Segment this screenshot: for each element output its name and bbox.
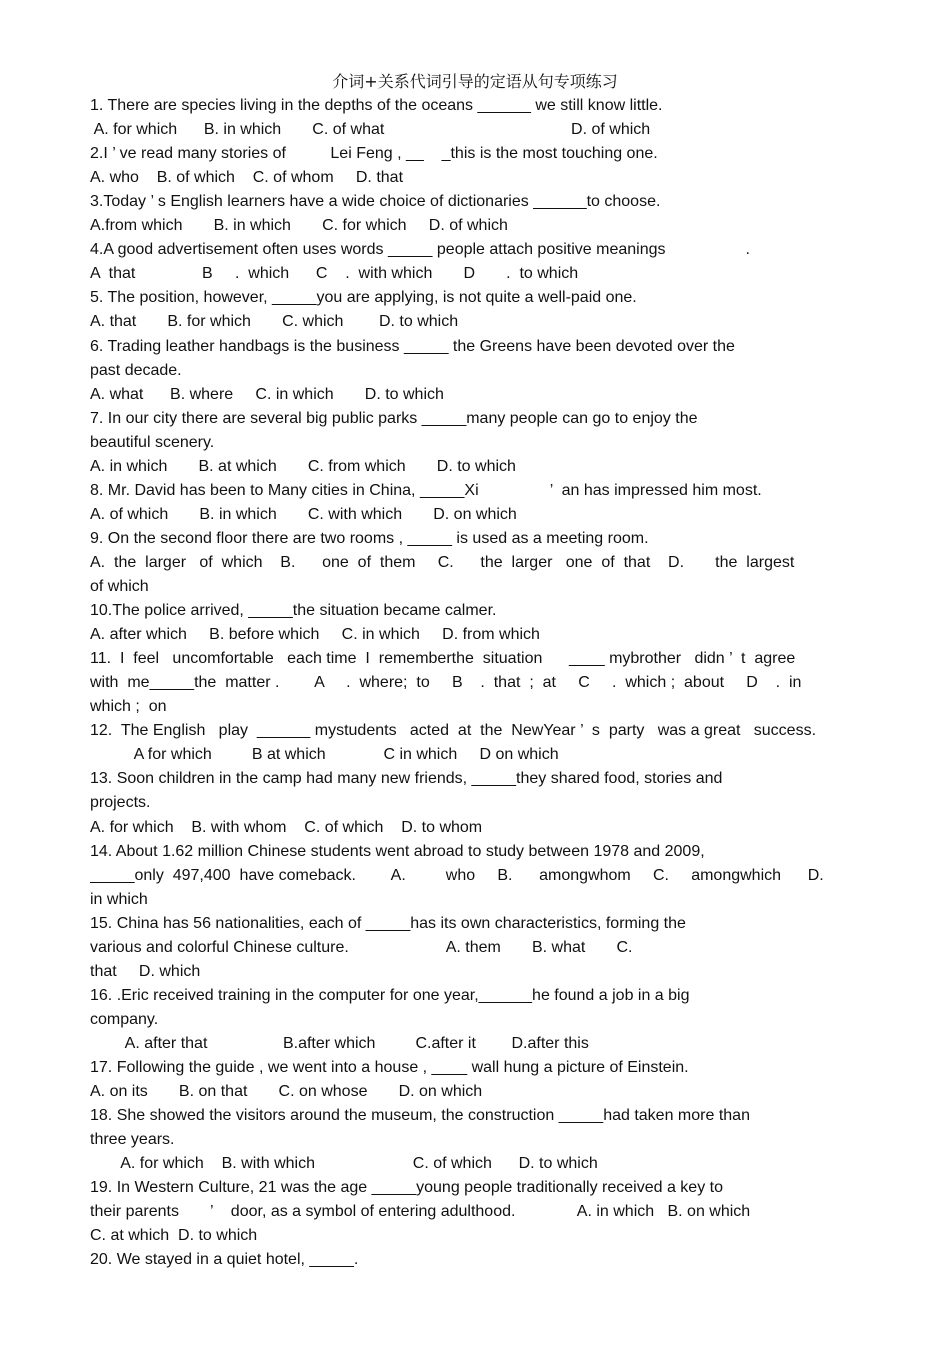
text-line: A. for which B. with which C. of which D. to which <box>90 1155 598 1173</box>
text-line: 16. .Eric received training in the computer for one year,______he found a job in a big <box>90 986 690 1004</box>
text-line: 19. In Western Culture, 21 was the age _____young people traditionally received a key to <box>90 1179 723 1197</box>
text-line: 10.The police arrived, _____the situation became calmer. <box>90 602 497 620</box>
text-line: with me_____the matter . A . where; to B . that ; at C . which ; about D . in <box>90 674 802 692</box>
text-line: A. of which B. in which C. with which D. on which <box>90 505 517 523</box>
text-line: 17. Following the guide , we went into a house , ____ wall hung a picture of Einstein. <box>90 1059 689 1076</box>
text-line: 4.A good advertisement often uses words _____ people attach positive meanings . <box>90 241 750 259</box>
text-line: 18. She showed the visitors around the museum, the construction _____had taken more than <box>90 1107 750 1125</box>
text-line: in which <box>90 890 148 908</box>
text-line: 8. Mr. David has been to Many cities in China, _____Xi ’ an has impressed him most. <box>90 481 762 499</box>
text-line: A. the larger of which B. one of them C. the larger one of that D. the largest <box>90 553 795 571</box>
text-line: that D. which <box>90 962 201 980</box>
text-line: which ; on <box>90 698 167 716</box>
text-line: 11. I feel uncomfortable each time I rememberthe situation ____ mybrother didn ’ t agree <box>90 650 796 668</box>
text-line: 1. There are species living in the depths of the oceans ______ we still know little. <box>90 97 663 114</box>
text-line: 20. We stayed in a quiet hotel, _____. <box>90 1251 359 1269</box>
text-line: beautiful scenery. <box>90 433 215 451</box>
text-line: A. that B. for which C. which D. to which <box>90 313 459 331</box>
text-line: _____only 497,400 have comeback. A. who B. amongwhom C. amongwhich D. <box>90 866 824 884</box>
text-line: 7. In our city there are several big public parks _____many people can go to enjoy the <box>90 409 698 427</box>
text-line: 9. On the second floor there are two rooms , _____ is used as a meeting room. <box>90 529 649 547</box>
text-line: 3.Today ’ s English learners have a wide choice of dictionaries ______to choose. <box>90 193 661 211</box>
text-line: A. on its B. on that C. on whose D. on which <box>90 1083 483 1101</box>
text-line: company. <box>90 1010 159 1028</box>
text-line: C. at which D. to which <box>90 1227 258 1245</box>
text-line: 6. Trading leather handbags is the business _____ the Greens have been devoted over the <box>90 337 735 355</box>
text-line: A. in which B. at which C. from which D. to which <box>90 457 516 475</box>
text-line: A. after that B.after which C.after it D.after this <box>90 1034 589 1052</box>
text-line: past decade. <box>90 361 182 379</box>
text-line: A that B . which C . with which D . to which <box>90 265 579 283</box>
document-title: 介词+关系代词引导的定语从句专项练习 <box>332 72 618 91</box>
text-line: three years. <box>90 1131 175 1149</box>
text-line: 15. China has 56 nationalities, each of _____has its own characteristics, forming the <box>90 914 686 932</box>
text-line: A for which B at which C in which D on which <box>90 746 559 764</box>
text-line: 14. About 1.62 million Chinese students went abroad to study between 1978 and 2009, <box>90 842 705 860</box>
text-line: 5. The position, however, _____you are applying, is not quite a well-paid one. <box>90 289 637 307</box>
text-line: 13. Soon children in the camp had many new friends, _____they shared food, stories and <box>90 770 723 788</box>
text-line: of which <box>90 578 149 595</box>
text-line: A. what B. where C. in which D. to which <box>90 385 444 403</box>
text-line: A. after which B. before which C. in which D. from which <box>90 626 540 644</box>
text-line: A. for which B. in which C. of what D. of which <box>90 121 651 139</box>
text-line: 2.I ’ ve read many stories of Lei Feng , __ _this is the most touching one. <box>90 145 658 163</box>
text-line: 12. The English play ______ mystudents acted at the NewYear ’ s party was a great success. <box>90 722 817 740</box>
text-line: projects. <box>90 794 151 812</box>
text-line: various and colorful Chinese culture. A. them B. what C. <box>90 938 633 956</box>
text-line: A. who B. of which C. of whom D. that <box>90 169 404 187</box>
text-line: their parents ’ door, as a symbol of entering adulthood. A. in which B. on which <box>90 1203 751 1221</box>
text-line: A.from which B. in which C. for which D. of which <box>90 217 508 235</box>
text-line: A. for which B. with whom C. of which D. to whom <box>90 818 483 836</box>
